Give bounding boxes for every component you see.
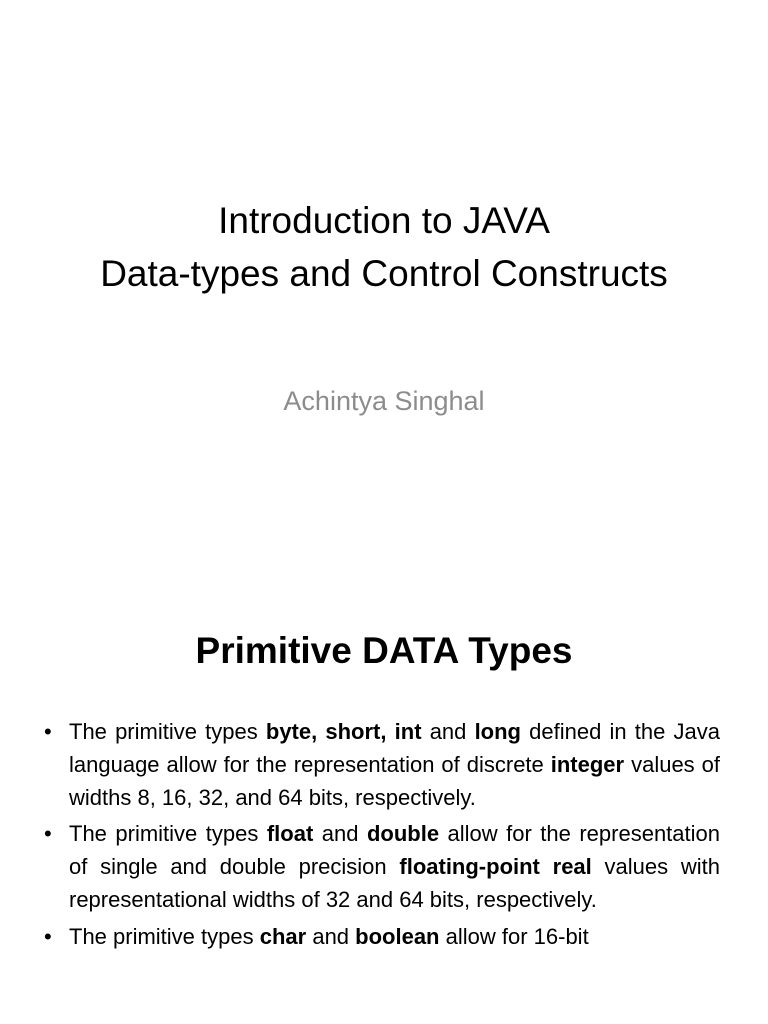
bullet-item — [44, 818, 720, 916]
bullet-text-bold: byte, short, int — [265, 719, 422, 744]
bullet-text-bold: float — [266, 821, 314, 847]
bullet-icon: • — [44, 923, 52, 949]
bullet-text-bold: integer — [550, 751, 625, 777]
bullet-text: The primitive types — [69, 821, 267, 847]
bullet-text: and — [306, 923, 356, 949]
bullet-text: values with representational widths of 32 and 64 bits, respectively. — [69, 854, 720, 912]
bullet-text: defined in the Java language allow for the representation of discrete — [69, 719, 720, 777]
bullet-text: and — [313, 821, 367, 847]
bullet-text-bold: floating-point real — [399, 854, 592, 880]
slide-title-line-2: Data-types and Control Constructs — [100, 253, 668, 294]
bullet-text: allow for 16-bit — [439, 923, 589, 949]
bullet-item — [44, 921, 720, 954]
bullet-icon: • — [44, 821, 52, 847]
slide-title — [0, 194, 768, 300]
bullet-text-bold: char — [259, 923, 307, 949]
bullet-icon: • — [44, 719, 52, 744]
bullet-text: and — [421, 719, 475, 744]
bullet-text: The primitive types — [69, 719, 266, 744]
slide-title-line-1: Introduction to JAVA — [218, 200, 550, 241]
content-slide — [0, 576, 768, 1024]
bullet-text: values of widths 8, 16, 32, and 64 bits, respectively. — [69, 751, 720, 810]
content-slide-title: Primitive DATA Types — [195, 630, 573, 671]
bullet-text-bold: double — [366, 821, 440, 847]
bullet-text: allow for the representation of single and double precision — [69, 821, 721, 880]
bullet-text-bold: boolean — [355, 923, 440, 949]
bullet-text-bold: long — [474, 719, 521, 744]
bullet-list — [44, 716, 720, 958]
author-name: Achintya Singhal — [283, 386, 485, 416]
bullet-text: The primitive types — [69, 923, 260, 949]
bullet-item — [44, 716, 720, 814]
